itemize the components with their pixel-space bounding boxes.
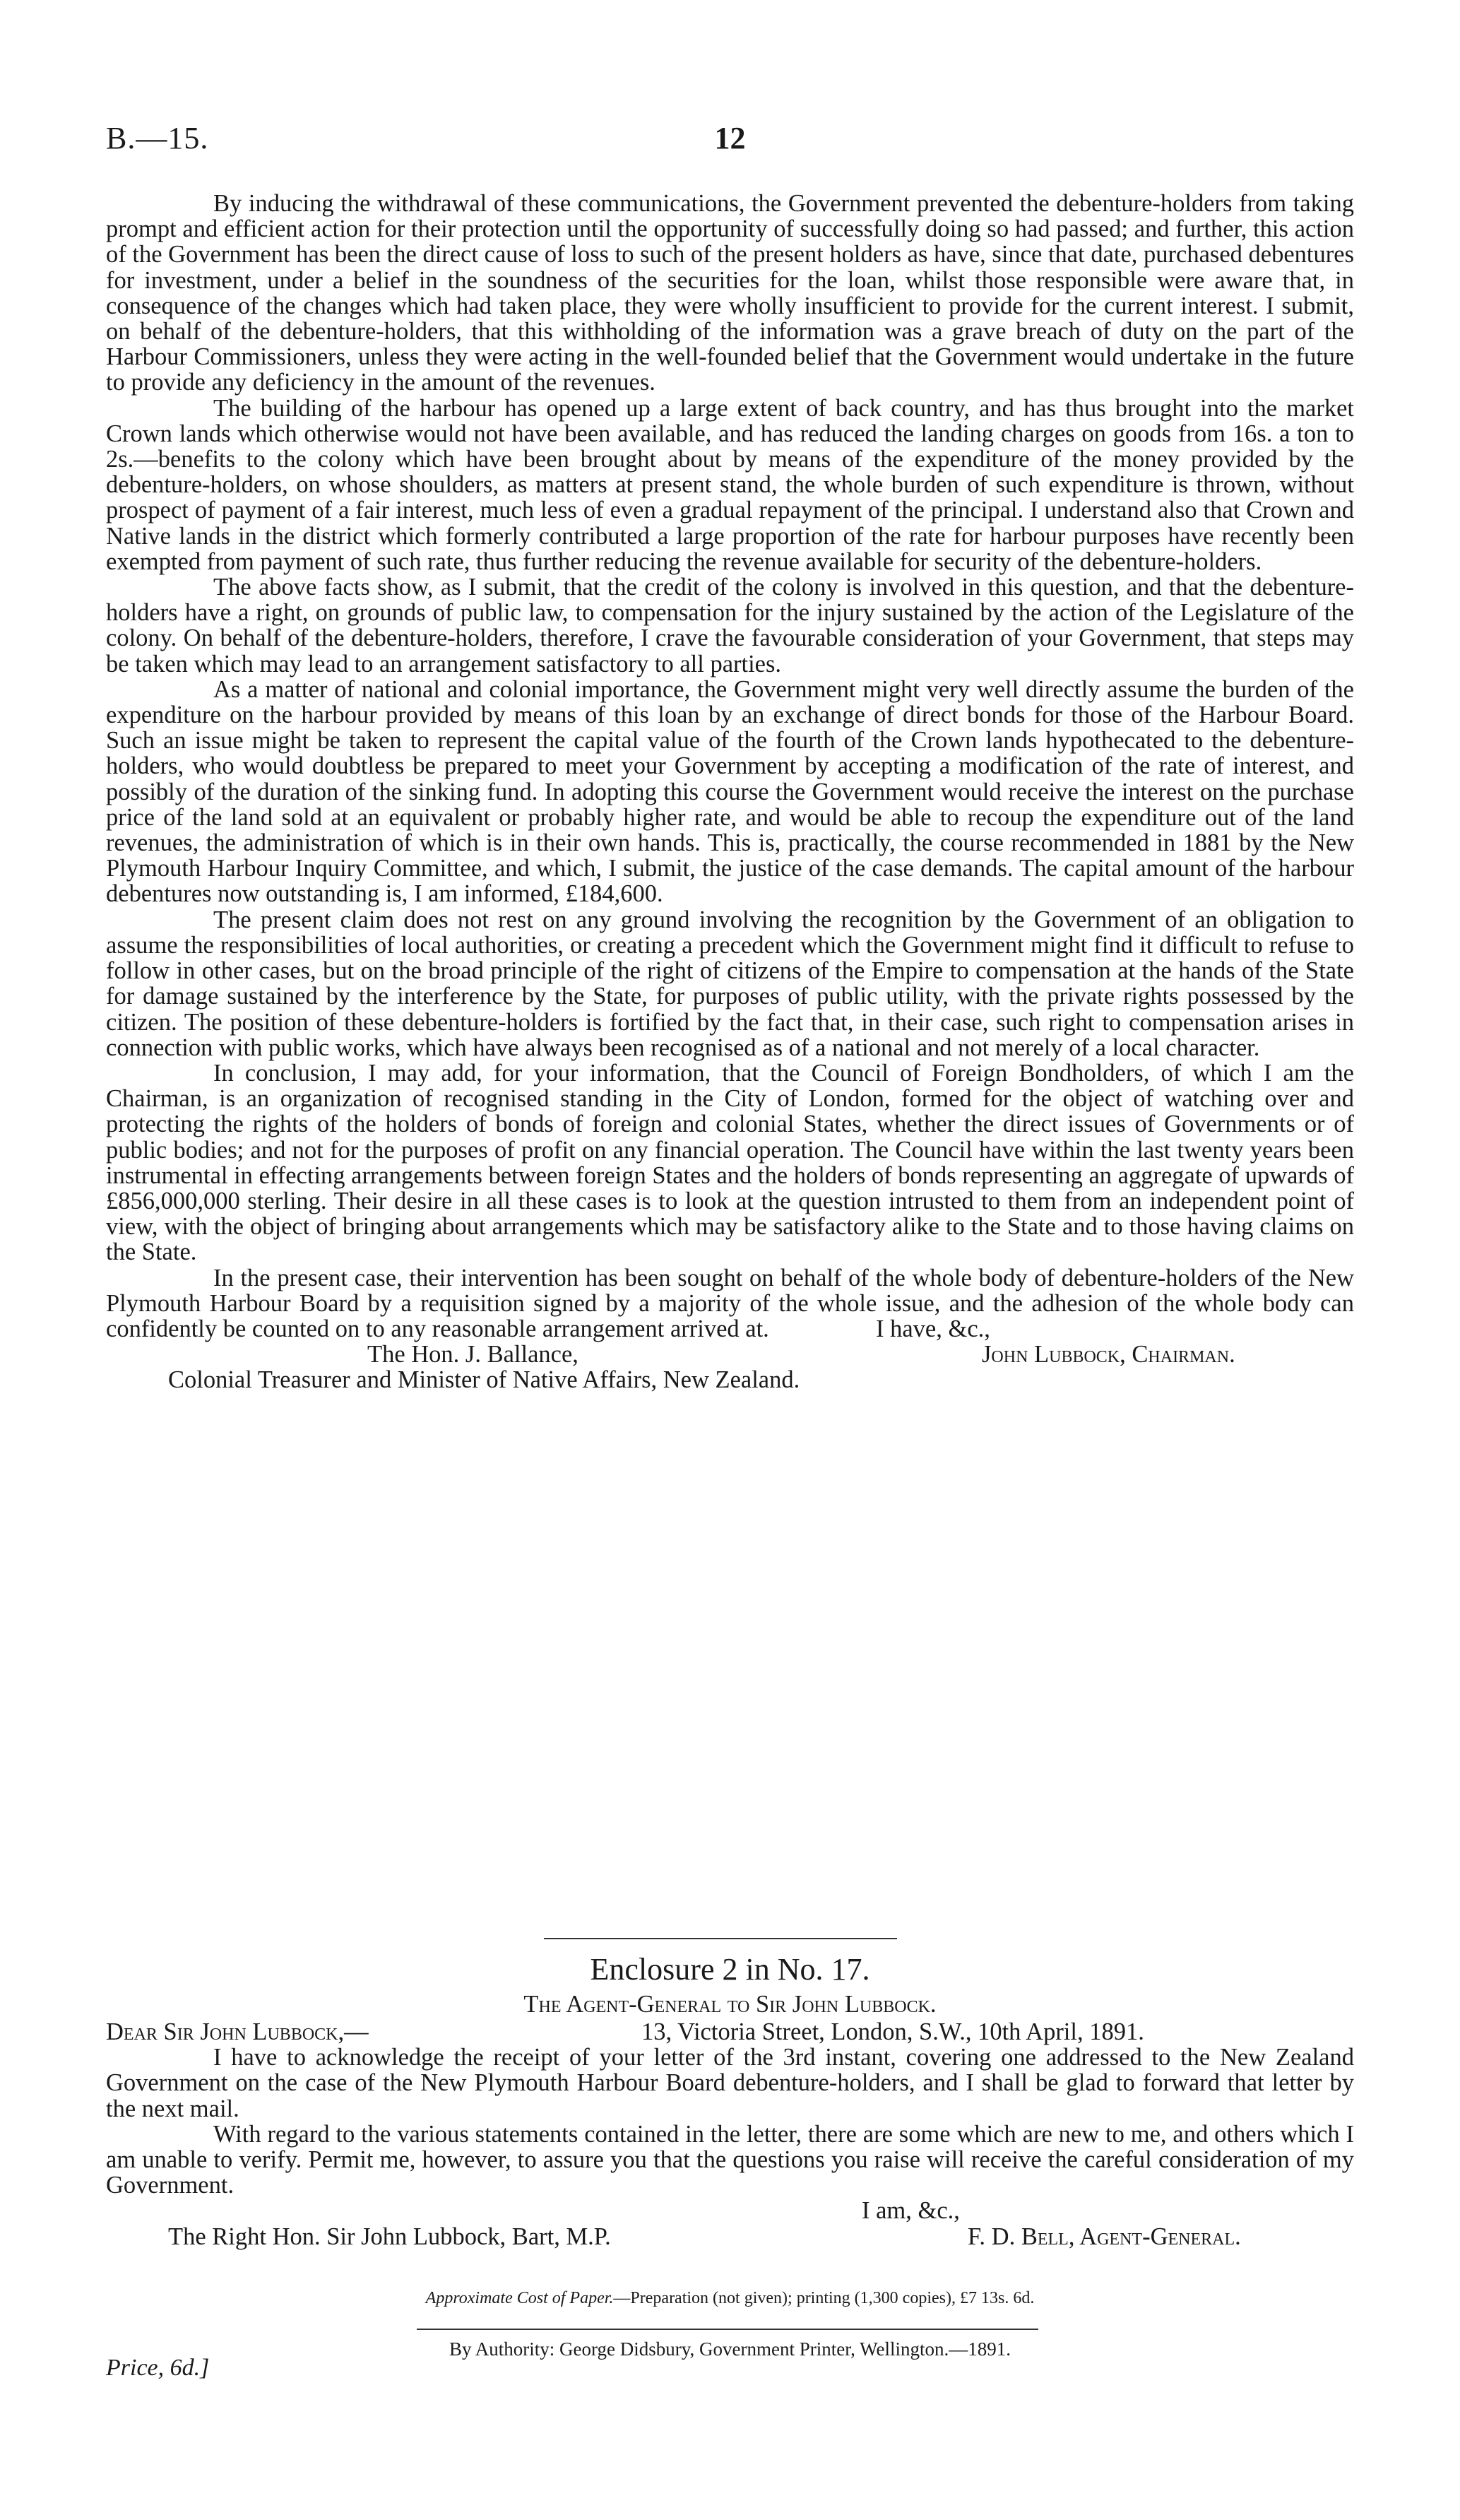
signature-line <box>106 2224 1354 2249</box>
cost-text: —Preparation (not given); printing (1,300 copies), £7 13s. 6d. <box>613 2289 1035 2307</box>
signature-line <box>106 1342 1354 1367</box>
signatory: John Lubbock, Chairman. <box>982 1341 1235 1368</box>
valediction-line <box>106 2198 1354 2223</box>
addressee: The Hon. J. Ballance, <box>367 1341 578 1368</box>
addressee-title-line <box>106 1367 1354 1392</box>
paragraph: As a matter of national and colonial importance, the Government might very well directly assume the burden of the expenditure on the harbour provided by means of this loan by an exchange of direct bonds for those of the Harbour Board. Such an issue might be taken to represent the capital value of the fourth of the Crown lands hypothecated to the debenture-holders, who would doubtless be prepared to meet your Government by accepting a modification of the rate of interest, and possibly of the duration of the sinking fund. In adopting this course the Government would receive the interest on the purchase price of the land sold at an equivalent or probably higher rate, and would be able to recoup the expenditure out of the land revenues, the administration of which is in their own hands. This is, practically, the course recommended in 1881 by the New Plymouth Harbour Inquiry Committee, and which, I submit, the justice of the case demands. The capital amount of the harbour debentures now outstanding is, I am informed, £184,600. <box>106 675 1354 908</box>
section-divider <box>544 1938 897 1939</box>
paragraph: The present claim does not rest on any ground involving the recognition by the Government of an obligation to assume the responsibilities of local authorities, or creating a precedent which the Government might find it difficult to refuse to follow in other cases, but on the broad principle of the right of citizens of the Empire to compensation at the hands of the State for damage sustained by the interference by the State, for purposes of public utility, with the private rights possessed by the citizen. The position of these debenture-holders is fortified by the fact that, in their case, such right to compensation arises in connection with public works, which have always been recognised as of a national and not merely of a local character. <box>106 906 1354 1061</box>
letter-body <box>106 191 1354 1393</box>
paragraph: In conclusion, I may add, for your information, that the Council of Foreign Bondholders, of which I am the Chairman, is an organization of recognised standing in the City of London, formed for the object of watching over and protecting the rights of the holders of bonds of foreign and colonial States, whether the direct issues of Governments or of public bodies; and not for the purposes of profit on any financial operation. The Council have within the last twenty years been instrumental in effecting arrangements between foreign States and the holders of bonds representing an aggregate of upwards of £856,000,000 sterling. Their desire in all these cases is to look at the question intrusted to them from an independent point of view, with the object of bringing about arrangements which may be satisfactory alike to the State and to those having claims on the State. <box>106 1059 1354 1266</box>
addressee-title: Colonial Treasurer and Minister of Native Affairs, New Zealand. <box>168 1366 800 1394</box>
paragraph: The building of the harbour has opened up a large extent of back country, and has thus brought into the market Crown lands which otherwise would not have been available, and has reduced the landing charges on goods from 16s. a ton to 2s.—benefits to the colony which have been brought about by means of the expenditure of the money provided by the debenture-holders, on whose shoulders, as matters at present stand, the whole burden of such expenditure is thrown, without prospect of payment of a fair interest, much less of even a gradual repayment of the principal. I understand also that Crown and Native lands in the district which formerly contributed a large proportion of the rate for harbour purposes have recently been exempted from payment of such rate, thus further reducing the revenue available for security of the debenture-holders. <box>106 394 1354 575</box>
address-date: 13, Victoria Street, London, S.W., 10th April, 1891. <box>641 2018 1144 2045</box>
price: Price, 6d.] <box>106 2355 210 2381</box>
enclosure-title: Enclosure 2 in No. 17. <box>590 1952 870 1987</box>
page-number: 12 <box>714 121 746 155</box>
salutation: Dear Sir John Lubbock,— <box>106 2018 369 2045</box>
document-reference: B.—15. <box>106 121 209 155</box>
signatory: F. D. Bell, Agent-General. <box>968 2223 1241 2250</box>
enclosure-letter <box>106 2019 1354 2249</box>
paragraph: I have to acknowledge the receipt of your letter of the 3rd instant, covering one addressed to the New Zealand Government on the case of the New Plymouth Harbour Board debenture-holders, and I shall be glad to forward that letter by the next mail. <box>106 2044 1354 2122</box>
valediction-line <box>106 1316 1354 1342</box>
salutation-line <box>106 2019 1354 2045</box>
cost-label: Approximate Cost of Paper. <box>425 2289 614 2307</box>
valediction: I have, &c., <box>876 1315 990 1342</box>
page-header <box>106 120 1354 170</box>
paragraph: In the present case, their intervention has been sought on behalf of the whole body of debenture-holders of the New Plymouth Harbour Board by a requisition signed by a majority of the whole issue, and the adhesion of the whole body can confidently be counted on to any reasonable arrangement arrived at. <box>106 1264 1354 1342</box>
enclosure-subtitle: The Agent-General to Sir John Lubbock. <box>523 1991 937 2018</box>
paragraph: By inducing the withdrawal of these communications, the Government prevented the debenture-holders from taking prompt and efficient action for their protection until the opportunity of successfully doing so had passed; and further, this action of the Government has been the direct cause of loss to such of the present holders as have, since that date, purchased debentures for investment, under a belief in the soundness of the securities for the loan, whilst those responsible were aware that, in consequence of the changes which had taken place, they were wholly insufficient to provide for the current interest. I submit, on behalf of the debenture-holders, that this withholding of the information was a grave breach of duty on the part of the Harbour Commissioners, unless they were acting in the well-founded belief that the Government would undertake in the future to provide any deficiency in the amount of the revenues. <box>106 190 1354 396</box>
paragraph: With regard to the various statements contained in the letter, there are some which are new to me, and others which I am unable to verify. Permit me, however, to assure you that the questions you raise will receive the careful consideration of my Government. <box>106 2120 1354 2199</box>
printer-authority: By Authority: George Didsbury, Government Printer, Wellington.—1891. <box>449 2338 1011 2360</box>
addressee: The Right Hon. Sir John Lubbock, Bart, M.P. <box>168 2223 611 2250</box>
footer-divider <box>417 2329 1038 2330</box>
paragraph: The above facts show, as I submit, that the credit of the colony is involved in this question, and that the debenture-holders have a right, on grounds of public law, to compensation for the injury sustained by the action of the Legislature of the colony. On behalf of the debenture-holders, therefore, I crave the favourable consideration of your Government, that steps may be taken which may lead to an arrangement satisfactory to all parties. <box>106 574 1354 678</box>
valediction: I am, &c., <box>862 2197 960 2225</box>
cost-note <box>0 2289 1460 2308</box>
